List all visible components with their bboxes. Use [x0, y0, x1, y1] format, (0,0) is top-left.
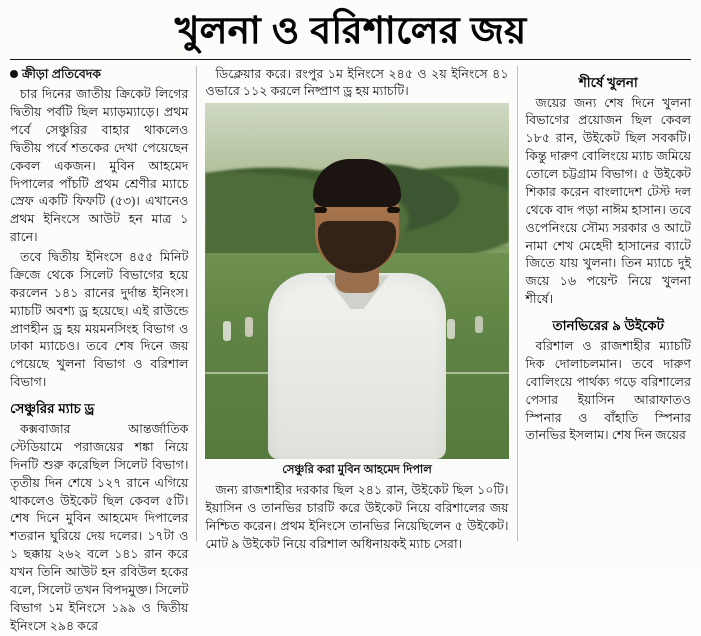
paragraph: জয়ের জন্য শেষ দিনে খুলনা বিভাগের প্রয়োজন ছিল কেবল ১৮৫ রান, উইকেট ছিল সবকটি। কিন্তু দারুণ বোলিংয়ে ম্যাচ জমিয়ে তোলে চট্টগ্রাম বিভাগ। ৫ উইকেট শিকার করেন বাংলাদেশ টেস্ট দল থেকে বাদ পড়া নাঈম হাসান। তবে ওপেনিংয়ে সৌম্য সরকার ও আটে নামা শেখ মেহেদী হাসানের ব্যাটে জিতে যায় খুলনা। তিন ম্যাচে দুই জয়ে ১৬ পয়েন্ট নিয়ে খুলনা শীর্ষে।: [525, 95, 691, 307]
column-center: [197, 66, 516, 552]
paragraph: বরিশাল ও রাজশাহীর ম্যাচটি দিক দোলাচলমান। তবে দারুণ বোলিংয়ে পার্থক্য গড়ে বরিশালের পেসার ইয়াসিন আরাফাতও স্পিনার ও বাঁহাতি স্পিনার তানভির ইসলাম। শেষ দিন জয়ের: [525, 339, 691, 443]
byline-text: ক্রীড়া প্রতিবেদক: [22, 66, 101, 81]
paragraph: তবে দ্বিতীয় ইনিংসে ৪৫৫ মিনিট ক্রিজে থেকে সিলেট বিভাগের হয়ে করলেন ১৪১ রানের দুর্দান্ত ইনিংস। ম্যাচটি অবশ্য ড্র হয়েছে। এই রাউন্ডে প্রাণহীন ড্র হয় ময়মনসিংহ বিভাগ ও ঢাকা ম্যাচেও। তবে শেষ দিনে জয় পেয়েছে খুলনা বিভাগ ও বরিশাল বিভাগ।: [10, 250, 189, 390]
paragraph: কক্সবাজার আন্তর্জাতিক স্টেডিয়ামে পরাজয়ের শঙ্কা নিয়ে দিনটি শুরু করেছিল সিলেট বিভাগ। তৃতীয় দিন শেষে ১২৭ রানে এগিয়ে থাকলেও উইকেট ছিল কেবল ৫টি। শেষ দিনে মুবিন আহমেদ দিপালের শতরান ঘুরিয়ে দেয় দলের। ১৭টা ও ১ ছক্কায় ২৬২ বলে ১৪১ রান করে যখন তিনি আউট হন রবিউল হকের বলে, সিলেট তখন বিপদমুক্ত। সিলেট বিভাগ ১ম ইনিংসে ১৯৯ ও দ্বিতীয় ইনিংসে ২৯৪ করে: [10, 422, 189, 633]
subject-eye-left: [314, 207, 327, 213]
player-portrait-image: [205, 103, 508, 459]
background-person: [223, 321, 231, 341]
bullet-dot-icon: [10, 70, 18, 78]
page-title: খুলনা ও বরিশালের জয়: [174, 10, 527, 51]
section-subhead: শীর্ষে খুলনা: [578, 74, 638, 90]
background-person: [245, 317, 253, 337]
byline: [10, 66, 188, 84]
column-left: [10, 66, 197, 633]
subject-eye-right: [387, 207, 400, 213]
headline-divider: [10, 59, 691, 60]
subject-hair: [313, 159, 401, 207]
portrait-subject: [262, 159, 452, 459]
article-columns: [10, 66, 691, 633]
subject-beard: [318, 221, 396, 273]
section-subhead: সেঞ্চুরির ম্যাচ ড্র: [10, 401, 95, 417]
background-person: [475, 316, 483, 333]
section-subhead: তানভিরের ৯ উইকেট: [552, 318, 664, 334]
photo-block: [205, 103, 508, 482]
column-right: [517, 66, 691, 541]
paragraph: জন্য রাজশাহীর দরকার ছিল ২৪১ রান, উইকেট ছিল ১০টি। ইয়াসিন ও তানভির চারটি করে উইকেট নিয়ে বরিশালের জয় নিশ্চিত করেন। প্রথম ইনিংসে তানভির নিয়েছিলেন ৫ উইকেট। মোট ৯ উইকেট নিয়ে বরিশাল অধিনায়কই ম্যাচ সেরা।: [205, 483, 509, 552]
paragraph: ডিক্লেয়ার করে। রংপুর ১ম ইনিংসে ২৪৫ ও ২য় ইনিংসে ৪১ ওভারে ১১২ করলে নিষ্প্রাণ ড্র হয় ম্যাচটি।: [205, 66, 509, 99]
paragraph: চার দিনের জাতীয় ক্রিকেট লিগের দ্বিতীয় পর্বটি ছিল ম্যাড়ম্যাড়ে। প্রথম পর্বে সেঞ্চুরির বাহার থাকলেও দ্বিতীয় পর্বে শতকের দেখা পেয়েছেন কেবল একজন। মুবিন আহমেদ দিপালের পাঁচটি প্রথম শ্রেণীর ম্যাচে স্রেফ একটি ফিফটি (৫৩)। এখানেও প্রথম ইনিংসে আউট হন মাত্র ১ রানে।: [10, 87, 189, 245]
photo-caption: সেঞ্চুরি করা মুবিন আহমেদ দিপাল: [282, 464, 432, 477]
